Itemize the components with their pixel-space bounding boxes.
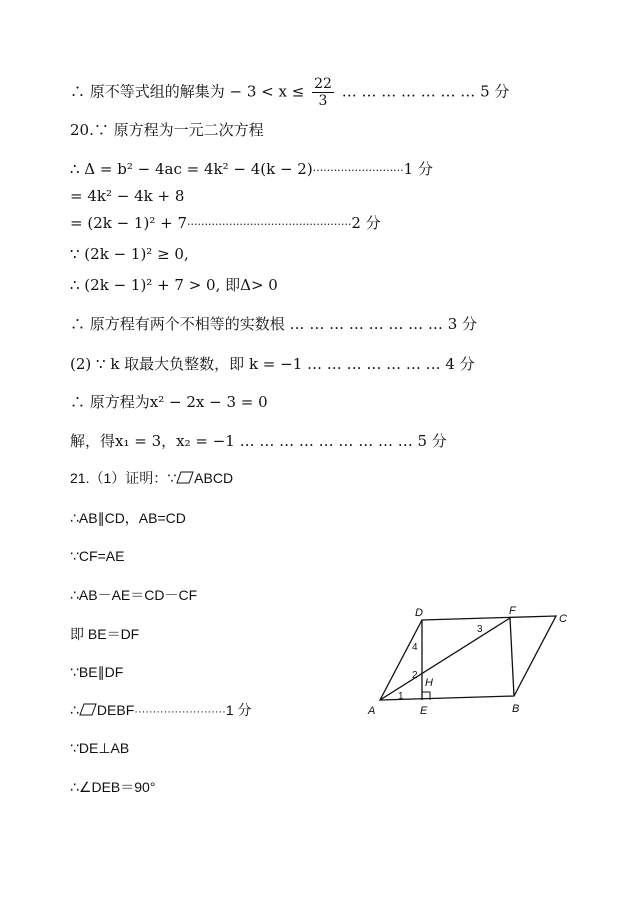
line-2-text: 20.∵ 原方程为一元二次方程 <box>70 121 264 139</box>
line-10-math: ∴ 原方程为x² − 2x − 3 = 0 <box>70 393 268 411</box>
line-7 <box>70 275 278 295</box>
line-10 <box>70 392 268 412</box>
line-8-text: ∴ 原方程有两个不相等的实数根 <box>70 315 285 333</box>
line-14-text: ∵CF=AE <box>70 548 125 564</box>
line-15 <box>70 585 197 605</box>
fraction <box>312 76 334 109</box>
leader-dots: ························· <box>134 706 226 718</box>
line-4 <box>70 186 184 206</box>
line-12-text: 21.（1）证明：∵ <box>70 470 177 486</box>
line-19-text: ∵DE⊥AB <box>70 740 130 756</box>
line-6 <box>70 244 189 264</box>
line-2 <box>70 120 264 140</box>
line-12-post: ABCD <box>194 470 234 486</box>
line-3 <box>70 159 433 181</box>
line-14 <box>70 546 124 566</box>
label-a: A <box>368 705 376 717</box>
label-f: F <box>509 605 516 617</box>
line-9-text: (2) ∵ k 取最大负整数，即 k = −1 <box>70 355 303 373</box>
score: 5 分 <box>417 432 447 450</box>
leader-dots: … … … … … … … … … <box>234 432 418 450</box>
parallelogram-figure <box>360 600 580 720</box>
label-d: D <box>415 607 423 619</box>
line-17 <box>70 662 123 682</box>
fraction-denominator: 3 <box>318 93 328 109</box>
line-18-text: ∴ <box>70 702 79 718</box>
angle-label-1: 1 <box>398 691 404 702</box>
line-19 <box>70 738 129 758</box>
fraction-numerator: 22 <box>314 76 332 92</box>
leader-dots: ··············································· <box>186 218 352 231</box>
line-18-post: DEBF <box>96 702 135 718</box>
label-c: C <box>559 613 567 625</box>
label-h: H <box>425 677 433 689</box>
score: 3 分 <box>447 315 478 333</box>
leader-dots: … … … … … … … <box>336 82 481 101</box>
parallelogram-abcd <box>380 616 556 700</box>
line-1-text: ∴ 原不等式组的解集为 − 3 < x ≤ <box>70 82 310 101</box>
line-1 <box>70 76 509 109</box>
angle-label-4: 4 <box>412 642 418 653</box>
angle-label-2: 2 <box>412 670 418 681</box>
line-16 <box>70 624 139 644</box>
line-11-math: 解，得x₁ = 3，x₂ = −1 <box>70 432 235 450</box>
label-b: B <box>512 703 520 715</box>
line-20 <box>70 777 155 797</box>
score: 2 分 <box>351 214 381 232</box>
segment-af <box>380 618 510 700</box>
angle-label-3: 3 <box>477 624 483 635</box>
line-4-math: = 4k² − 4k + 8 <box>70 187 185 205</box>
leader-dots: ·························· <box>312 164 404 177</box>
line-3-math: ∴ Δ = b² − 4ac = 4k² − 4(k − 2) <box>70 160 313 178</box>
line-8 <box>70 314 477 334</box>
line-18 <box>70 700 252 722</box>
line-13-text: ∴AB∥CD，AB=CD <box>70 510 186 526</box>
line-6-math: ∵ (2k − 1)² ≥ 0, <box>70 245 189 263</box>
segment-bf <box>510 618 514 696</box>
line-12 <box>70 468 233 488</box>
leader-dots: … … … … … … … … <box>284 315 448 333</box>
line-13 <box>70 508 186 528</box>
line-16-text: 即 BE＝DF <box>70 626 140 642</box>
line-9 <box>70 354 475 374</box>
score: 5 分 <box>480 82 510 101</box>
line-5-math: = (2k − 1)² + 7 <box>70 214 187 232</box>
line-11 <box>70 431 447 451</box>
line-20-text: ∴∠DEB＝90° <box>70 779 156 795</box>
score: 1 分 <box>403 160 433 178</box>
line-7-math: ∴ (2k − 1)² + 7 > 0, 即Δ> 0 <box>70 276 278 294</box>
line-15-text: ∴AB－AE＝CD－CF <box>70 587 198 603</box>
leader-dots: … … … … … … … <box>302 355 446 373</box>
line-5 <box>70 213 381 235</box>
score: 1 分 <box>225 702 252 718</box>
label-e: E <box>420 705 428 717</box>
parallelogram-icon <box>176 471 194 484</box>
line-17-text: ∵BE∥DF <box>70 664 124 680</box>
score: 4 分 <box>445 355 475 373</box>
parallelogram-icon <box>79 703 97 716</box>
